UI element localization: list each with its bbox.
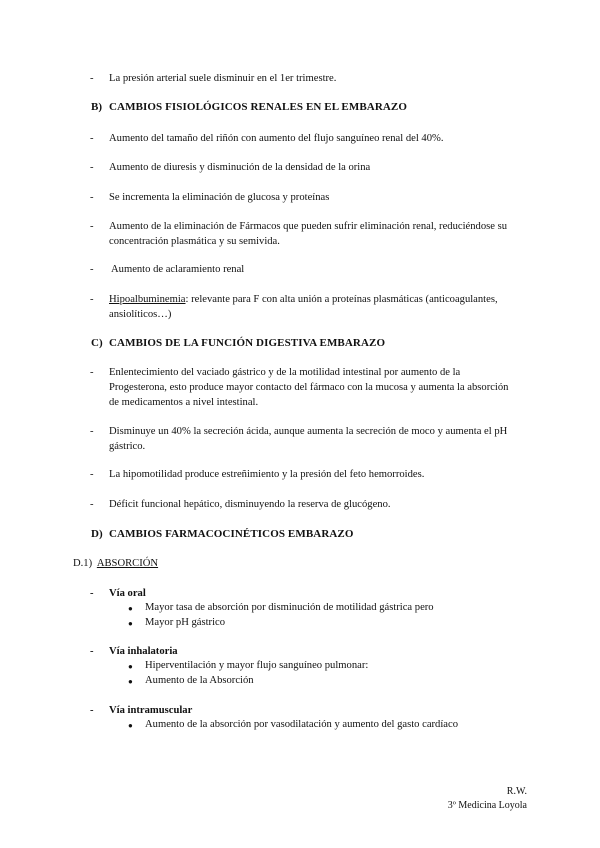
bullet-item: Aumento de la absorción por vasodilatación y aumento del gasto cardíaco <box>145 719 459 730</box>
list-item-line: ansiolíticos…) <box>109 309 172 320</box>
list-item: La hipomotilidad produce estreñimiento y la presión del feto hemorroides. <box>109 469 425 480</box>
list-dash: - <box>90 264 94 275</box>
section-title: CAMBIOS FARMACOCINÉTICOS EMBARAZO <box>109 528 354 540</box>
list-item: Aumento de diuresis y disminución de la densidad de la orina <box>109 162 371 173</box>
list-item <box>109 365 529 410</box>
route-title: Vía oral <box>109 588 146 599</box>
list-item-line: de medicamentos a nivel intestinal. <box>109 397 259 408</box>
list-item: La presión arterial suele disminuir en el 1er trimestre. <box>109 73 337 84</box>
subsection-number: D.1) <box>73 558 93 569</box>
list-item <box>109 292 529 322</box>
section-letter: C) <box>91 337 103 349</box>
list-dash: - <box>90 192 94 203</box>
list-dash: - <box>90 588 94 599</box>
list-dash: - <box>90 426 94 437</box>
list-dash: - <box>90 133 94 144</box>
list-item <box>109 424 529 454</box>
section-b-heading <box>91 100 407 115</box>
section-title: CAMBIOS DE LA FUNCIÓN DIGESTIVA EMBARAZO <box>109 337 386 349</box>
list-item: Se incrementa la eliminación de glucosa y proteínas <box>109 192 330 203</box>
list-item: Aumento de aclaramiento renal <box>111 264 245 275</box>
list-item-text: : relevante para F con alta unión a proteínas plasmáticas (anticoagulantes, <box>185 294 498 305</box>
footer-course: 3º Medicina Loyola <box>447 800 527 811</box>
list-item <box>109 219 529 249</box>
section-c-heading <box>91 336 385 351</box>
subsection-title: ABSORCIÓN <box>96 558 159 569</box>
bullet-item: Hiperventilación y mayor flujo sanguíneo pulmonar: <box>145 660 369 671</box>
bullet-item: Mayor tasa de absorción por disminución de motilidad gástrica pero <box>145 602 434 613</box>
route-title: Vía inhalatoria <box>109 646 178 657</box>
bullet-item: Mayor pH gástrico <box>145 617 226 628</box>
list-dash: - <box>90 705 94 716</box>
list-item-line: Disminuye un 40% la secreción ácida, aunque aumenta la secreción de moco y aumenta el pH <box>109 426 508 437</box>
footer-initials: R.W. <box>506 786 527 797</box>
section-letter: D) <box>91 528 103 540</box>
route-title: Vía intramuscular <box>109 705 193 716</box>
section-title: CAMBIOS FISIOLÓGICOS RENALES EN EL EMBARAZO <box>109 101 408 113</box>
bullet-icon: ● <box>128 619 133 628</box>
list-item-line: concentración plasmática y su semivida. <box>109 236 280 247</box>
bullet-item: Aumento de la Absorción <box>145 675 254 686</box>
list-dash: - <box>90 646 94 657</box>
bullet-icon: ● <box>128 721 133 730</box>
list-item-line: Enlentecimiento del vaciado gástrico y de la motilidad intestinal por aumento de la <box>109 367 461 378</box>
list-dash: - <box>90 367 94 378</box>
list-dash: - <box>90 499 94 510</box>
list-item: Aumento del tamaño del riñón con aumento del flujo sanguíneo renal del 40%. <box>109 133 444 144</box>
list-item-line: Aumento de la eliminación de Fármacos que pueden sufrir eliminación renal, reduciéndose su <box>109 221 508 232</box>
subsection-heading <box>73 556 158 571</box>
list-dash: - <box>90 221 94 232</box>
list-item: Déficit funcional hepático, disminuyendo la reserva de glucógeno. <box>109 499 391 510</box>
list-item-line: Progesterona, esto produce mayor contacto del fármaco con la mucosa y aumenta la absorción <box>109 382 509 393</box>
section-letter: B) <box>91 101 103 113</box>
bullet-icon: ● <box>128 604 133 613</box>
section-d-heading <box>91 527 354 542</box>
list-dash: - <box>90 294 94 305</box>
bullet-icon: ● <box>128 677 133 686</box>
bullet-icon: ● <box>128 662 133 671</box>
list-dash: - <box>90 73 94 84</box>
list-dash: - <box>90 469 94 480</box>
list-dash: - <box>90 162 94 173</box>
list-item-line: gástrico. <box>109 441 146 452</box>
list-item-line <box>109 292 529 307</box>
underlined-term: Hipoalbuminemia <box>109 294 186 305</box>
